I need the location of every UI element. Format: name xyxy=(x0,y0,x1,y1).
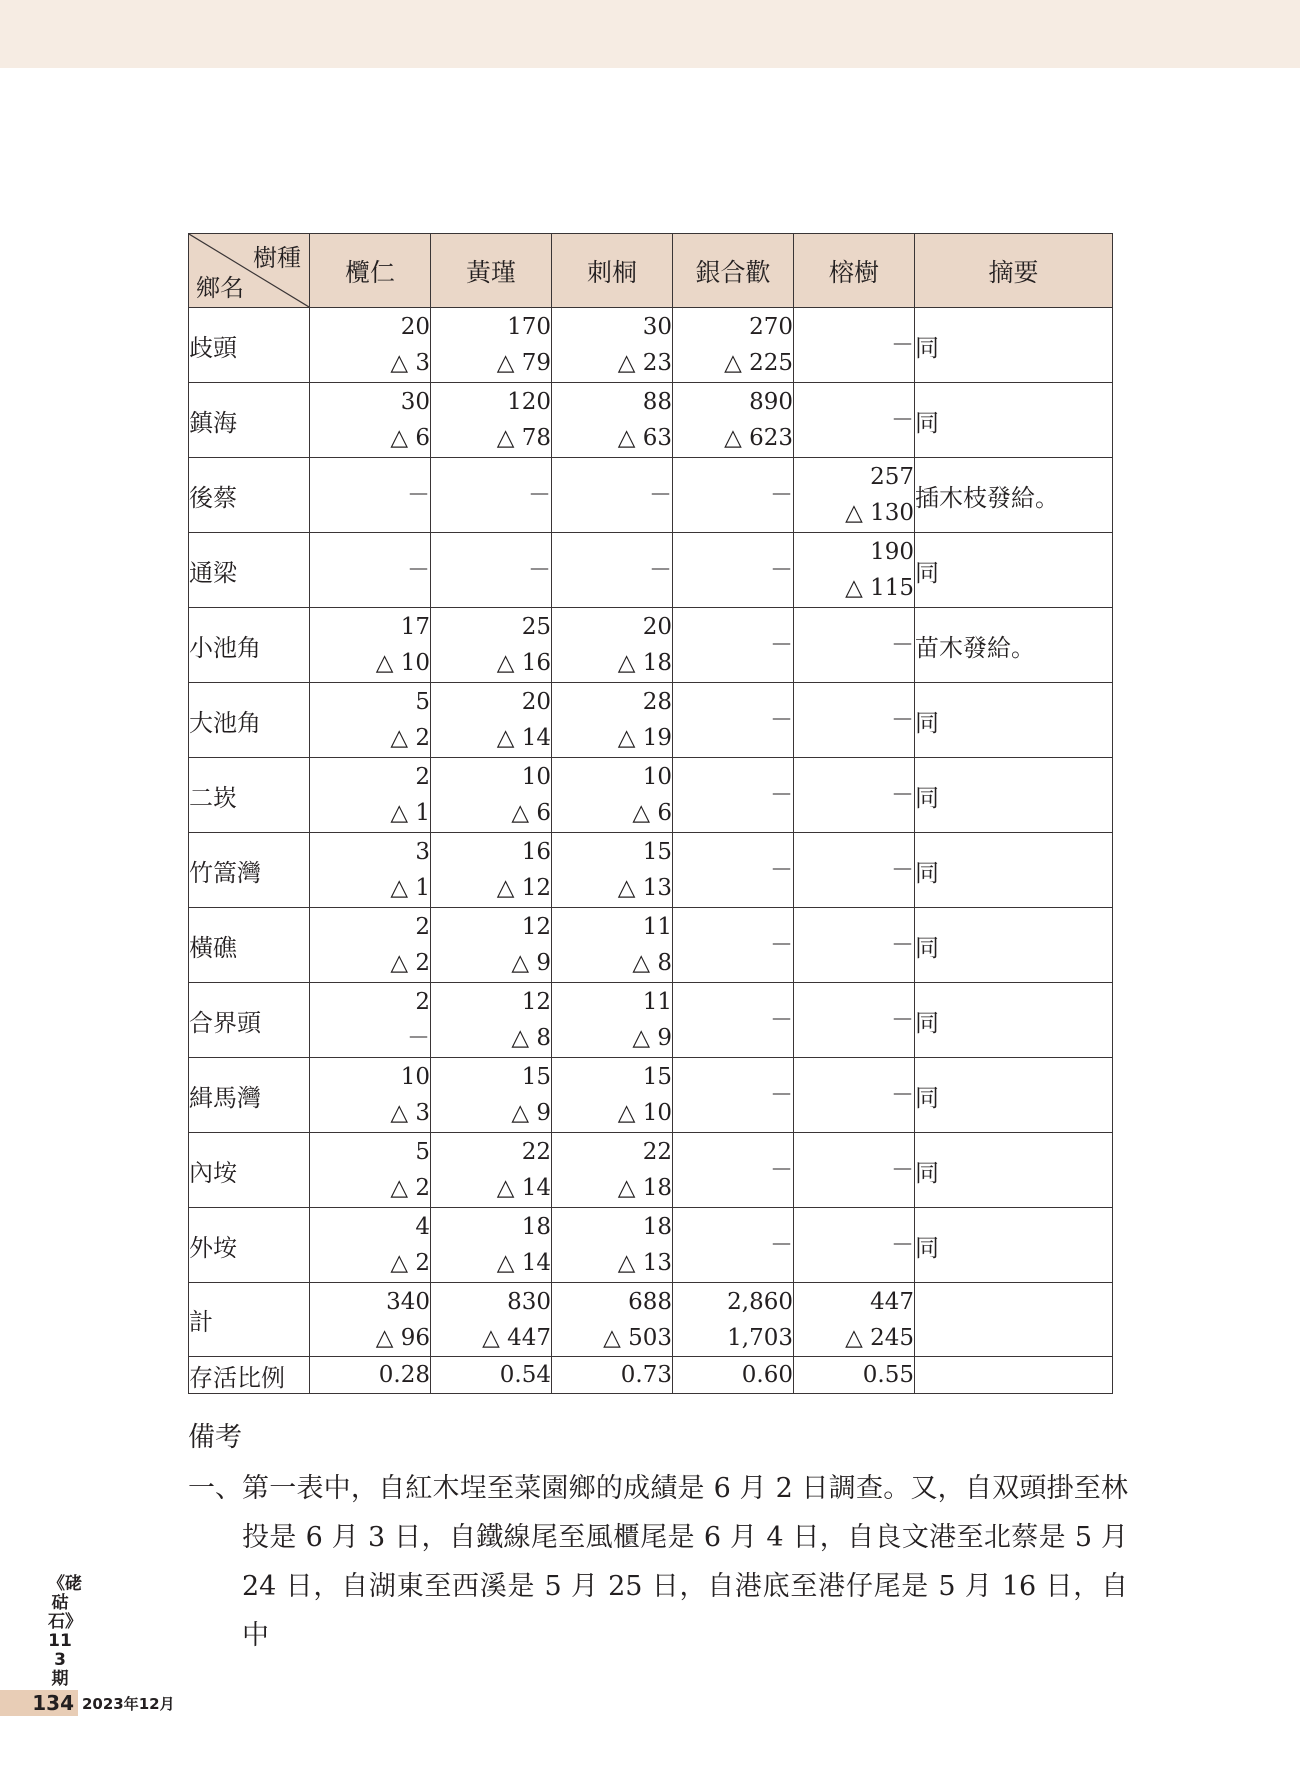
table-row xyxy=(189,833,1113,908)
table-row xyxy=(189,608,1113,683)
survival-ratio-value: 0.60 xyxy=(673,1357,794,1394)
planted-count: － xyxy=(891,332,914,358)
value-cell xyxy=(673,1058,794,1133)
planted-count: － xyxy=(891,1157,914,1183)
summary-note: 同 xyxy=(915,1058,1113,1133)
summary-note: 插木枝發給。 xyxy=(915,458,1113,533)
table-row xyxy=(189,683,1113,758)
corner-tree-species-label: 樹種 xyxy=(253,244,301,272)
value-cell xyxy=(310,983,431,1058)
planted-count: － xyxy=(891,1007,914,1033)
planted-count: 22 xyxy=(521,1139,551,1165)
planted-count: 30 xyxy=(642,314,672,340)
column-header: 摘要 xyxy=(915,234,1113,308)
survival-ratio-value: 0.28 xyxy=(310,1357,431,1394)
value-cell xyxy=(794,1058,915,1133)
survived-count: － xyxy=(407,1025,430,1051)
summary-note: 同 xyxy=(915,983,1113,1058)
remarks-item-text: 第一表中，自紅木埕至菜園鄉的成績是 6 月 2 日調查。又，自双頭掛至林投是 6 月 3 日，自鐵線尾至風櫃尾是 6 月 4 日，自良文港至北蔡是 5 月 24 日，自湖東至西溪是 5 月 25 日，自港底至港仔尾是 5 月 16 日，自中 xyxy=(242,1473,1128,1651)
planted-count: 170 xyxy=(507,314,551,340)
planted-count: 30 xyxy=(400,389,430,415)
value-cell xyxy=(310,1133,431,1208)
planted-count: 688 xyxy=(628,1288,672,1315)
survived-count: △ 2 xyxy=(390,1250,430,1276)
value-cell xyxy=(552,1058,673,1133)
survived-count: △ 503 xyxy=(603,1324,672,1351)
journal-title: 《硓𥑮石》113期 xyxy=(48,1574,82,1689)
summary-note: 同 xyxy=(915,308,1113,383)
survival-ratio-value: 0.54 xyxy=(431,1357,552,1394)
value-cell xyxy=(794,758,915,833)
survived-count: △ 2 xyxy=(390,1175,430,1201)
value-cell xyxy=(552,1133,673,1208)
survived-count: △ 23 xyxy=(617,350,672,376)
planted-count: － xyxy=(891,1082,914,1108)
planted-count: 2 xyxy=(415,914,430,940)
value-cell xyxy=(673,833,794,908)
value-cell xyxy=(310,683,431,758)
table-row xyxy=(189,1058,1113,1133)
value-cell xyxy=(552,1208,673,1283)
value-cell xyxy=(673,383,794,458)
survived-count: △ 14 xyxy=(496,1250,551,1276)
value-cell xyxy=(431,1058,552,1133)
summary-note xyxy=(915,1357,1113,1394)
township-name: 竹篙灣 xyxy=(189,833,310,908)
planted-count: 15 xyxy=(521,1064,551,1090)
survived-count: △ 3 xyxy=(390,350,430,376)
value-cell xyxy=(310,533,431,608)
table-row xyxy=(189,1283,1113,1357)
survived-count: △ 18 xyxy=(617,1175,672,1201)
value-cell xyxy=(552,1283,673,1357)
value-cell xyxy=(552,308,673,383)
value-cell xyxy=(310,608,431,683)
remarks-section xyxy=(188,1413,1128,1660)
table-row xyxy=(189,758,1113,833)
remarks-item xyxy=(188,1464,1128,1660)
planted-count: － xyxy=(649,482,672,508)
value-cell xyxy=(431,1283,552,1357)
survived-count: △ 96 xyxy=(375,1324,430,1351)
township-name: 外垵 xyxy=(189,1208,310,1283)
planted-count: 16 xyxy=(521,839,551,865)
value-cell xyxy=(552,458,673,533)
value-cell xyxy=(794,458,915,533)
planted-count: 17 xyxy=(400,614,430,640)
planted-count: 10 xyxy=(642,764,672,790)
survived-count: △ 245 xyxy=(845,1324,914,1351)
survived-count: △ 3 xyxy=(390,1100,430,1126)
township-name: 緝馬灣 xyxy=(189,1058,310,1133)
planted-count: 4 xyxy=(415,1214,430,1240)
planted-count: 15 xyxy=(642,1064,672,1090)
value-cell xyxy=(794,383,915,458)
survived-count: △ 78 xyxy=(496,425,551,451)
planted-count: － xyxy=(770,632,793,658)
planted-count: － xyxy=(528,482,551,508)
value-cell xyxy=(552,908,673,983)
survived-count: △ 1 xyxy=(390,875,430,901)
value-cell xyxy=(552,758,673,833)
township-name: 橫礁 xyxy=(189,908,310,983)
value-cell xyxy=(673,1208,794,1283)
value-cell xyxy=(310,1208,431,1283)
planted-count: － xyxy=(891,407,914,433)
survived-count: △ 18 xyxy=(617,650,672,676)
summary-note: 同 xyxy=(915,1133,1113,1208)
summary-note: 同 xyxy=(915,533,1113,608)
value-cell xyxy=(794,833,915,908)
township-name: 合界頭 xyxy=(189,983,310,1058)
top-color-band xyxy=(0,0,1300,68)
table-row xyxy=(189,908,1113,983)
planted-count: 12 xyxy=(521,989,551,1015)
planted-count: 20 xyxy=(642,614,672,640)
value-cell xyxy=(794,683,915,758)
value-cell xyxy=(552,533,673,608)
planted-count: 20 xyxy=(400,314,430,340)
summary-note: 同 xyxy=(915,833,1113,908)
planted-count: － xyxy=(770,1007,793,1033)
survival-ratio-label: 存活比例 xyxy=(189,1357,310,1394)
planted-count: 340 xyxy=(386,1288,430,1315)
column-header: 銀合歡 xyxy=(673,234,794,308)
summary-note: 同 xyxy=(915,683,1113,758)
planted-count: － xyxy=(770,557,793,583)
planted-count: 5 xyxy=(415,1139,430,1165)
value-cell xyxy=(431,758,552,833)
survived-count: △ 13 xyxy=(617,875,672,901)
planted-count: － xyxy=(770,932,793,958)
planted-count: 120 xyxy=(507,389,551,415)
value-cell xyxy=(431,683,552,758)
summary-note xyxy=(915,1283,1113,1357)
summary-note: 同 xyxy=(915,1208,1113,1283)
planted-count: 2,860 xyxy=(727,1288,793,1315)
planted-count: － xyxy=(407,482,430,508)
survived-count: △ 63 xyxy=(617,425,672,451)
township-name: 鎮海 xyxy=(189,383,310,458)
value-cell xyxy=(673,458,794,533)
value-cell xyxy=(431,1133,552,1208)
corner-township-label: 鄉名 xyxy=(196,274,244,302)
summary-note: 同 xyxy=(915,383,1113,458)
issue-date: 2023年12月 xyxy=(82,1694,175,1713)
value-cell xyxy=(552,683,673,758)
value-cell xyxy=(794,308,915,383)
planted-count: － xyxy=(891,707,914,733)
planted-count: 25 xyxy=(521,614,551,640)
survived-count: △ 12 xyxy=(496,875,551,901)
planted-count: 830 xyxy=(507,1288,551,1315)
survived-count: △ 10 xyxy=(375,650,430,676)
value-cell xyxy=(431,983,552,1058)
table-header-row xyxy=(189,234,1113,308)
planted-count: 28 xyxy=(642,689,672,715)
value-cell xyxy=(431,1208,552,1283)
value-cell xyxy=(794,608,915,683)
table-row xyxy=(189,533,1113,608)
survived-count: △ 447 xyxy=(482,1324,551,1351)
table-row xyxy=(189,983,1113,1058)
value-cell xyxy=(310,1058,431,1133)
table-row xyxy=(189,458,1113,533)
survived-count: △ 115 xyxy=(845,575,914,601)
value-cell xyxy=(673,758,794,833)
planted-count: 12 xyxy=(521,914,551,940)
survived-count: △ 9 xyxy=(511,950,551,976)
value-cell xyxy=(431,308,552,383)
planted-count: 88 xyxy=(642,389,672,415)
planted-count: － xyxy=(770,782,793,808)
planted-count: － xyxy=(891,1232,914,1258)
planted-count: － xyxy=(891,857,914,883)
value-cell xyxy=(673,1283,794,1357)
survived-count: △ 8 xyxy=(511,1025,551,1051)
survived-count: △ 14 xyxy=(496,725,551,751)
survival-ratio-value: 0.55 xyxy=(794,1357,915,1394)
planted-count: 20 xyxy=(521,689,551,715)
value-cell xyxy=(431,608,552,683)
survived-count: △ 8 xyxy=(632,950,672,976)
planted-count: 15 xyxy=(642,839,672,865)
table-row xyxy=(189,383,1113,458)
township-name: 大池角 xyxy=(189,683,310,758)
table-row xyxy=(189,1133,1113,1208)
planted-count: 270 xyxy=(749,314,793,340)
column-header: 刺桐 xyxy=(552,234,673,308)
survival-table xyxy=(188,233,1113,1394)
corner-header xyxy=(189,234,310,308)
remarks-item-mark: 一、 xyxy=(188,1473,242,1504)
planted-count: 257 xyxy=(870,464,914,490)
value-cell xyxy=(310,308,431,383)
value-cell xyxy=(552,983,673,1058)
column-header: 欖仁 xyxy=(310,234,431,308)
value-cell xyxy=(310,908,431,983)
township-name: 後蔡 xyxy=(189,458,310,533)
planted-count: 3 xyxy=(415,839,430,865)
township-name: 小池角 xyxy=(189,608,310,683)
value-cell xyxy=(552,833,673,908)
planted-count: － xyxy=(649,557,672,583)
summary-note: 同 xyxy=(915,758,1113,833)
planted-count: 447 xyxy=(870,1288,914,1315)
survived-count: △ 6 xyxy=(511,800,551,826)
value-cell xyxy=(310,1283,431,1357)
survived-count: △ 13 xyxy=(617,1250,672,1276)
survived-count: △ 623 xyxy=(724,425,793,451)
column-header: 榕樹 xyxy=(794,234,915,308)
table-row xyxy=(189,1208,1113,1283)
survived-count: 1,703 xyxy=(727,1324,793,1351)
table-row xyxy=(189,308,1113,383)
planted-count: 10 xyxy=(400,1064,430,1090)
value-cell xyxy=(431,908,552,983)
planted-count: － xyxy=(770,857,793,883)
value-cell xyxy=(310,758,431,833)
value-cell xyxy=(794,1208,915,1283)
township-name: 歧頭 xyxy=(189,308,310,383)
township-name: 計 xyxy=(189,1283,310,1357)
value-cell xyxy=(310,458,431,533)
township-name: 二崁 xyxy=(189,758,310,833)
survived-count: △ 1 xyxy=(390,800,430,826)
planted-count: 11 xyxy=(642,914,672,940)
township-name: 內垵 xyxy=(189,1133,310,1208)
value-cell xyxy=(431,833,552,908)
value-cell xyxy=(794,533,915,608)
value-cell xyxy=(431,533,552,608)
planted-count: － xyxy=(891,932,914,958)
value-cell xyxy=(431,458,552,533)
planted-count: 11 xyxy=(642,989,672,1015)
value-cell xyxy=(673,533,794,608)
planted-count: － xyxy=(528,557,551,583)
planted-count: 22 xyxy=(642,1139,672,1165)
value-cell xyxy=(794,1283,915,1357)
survival-ratio-value: 0.73 xyxy=(552,1357,673,1394)
value-cell xyxy=(673,1133,794,1208)
value-cell xyxy=(552,383,673,458)
survived-count: △ 19 xyxy=(617,725,672,751)
value-cell xyxy=(673,308,794,383)
summary-note: 苗木發給。 xyxy=(915,608,1113,683)
page-folio xyxy=(0,1690,175,1716)
planted-count: － xyxy=(891,782,914,808)
planted-count: 190 xyxy=(870,539,914,565)
planted-count: 10 xyxy=(521,764,551,790)
planted-count: － xyxy=(407,557,430,583)
survived-count: △ 130 xyxy=(845,500,914,526)
value-cell xyxy=(552,608,673,683)
planted-count: 890 xyxy=(749,389,793,415)
survived-count: △ 16 xyxy=(496,650,551,676)
survived-count: △ 79 xyxy=(496,350,551,376)
value-cell xyxy=(431,383,552,458)
value-cell xyxy=(794,1133,915,1208)
survived-count: △ 6 xyxy=(632,800,672,826)
planted-count: － xyxy=(770,1157,793,1183)
page-number: 134 xyxy=(0,1690,78,1716)
value-cell xyxy=(673,608,794,683)
planted-count: 2 xyxy=(415,989,430,1015)
value-cell xyxy=(794,908,915,983)
survived-count: △ 6 xyxy=(390,425,430,451)
planted-count: 18 xyxy=(642,1214,672,1240)
survived-count: △ 2 xyxy=(390,725,430,751)
remarks-title: 備考 xyxy=(188,1422,242,1453)
planted-count: 2 xyxy=(415,764,430,790)
planted-count: 18 xyxy=(521,1214,551,1240)
survived-count: △ 14 xyxy=(496,1175,551,1201)
survived-count: △ 2 xyxy=(390,950,430,976)
value-cell xyxy=(310,383,431,458)
value-cell xyxy=(673,983,794,1058)
township-name: 通梁 xyxy=(189,533,310,608)
survived-count: △ 9 xyxy=(632,1025,672,1051)
planted-count: － xyxy=(770,1232,793,1258)
planted-count: 5 xyxy=(415,689,430,715)
column-header: 黃瑾 xyxy=(431,234,552,308)
summary-note: 同 xyxy=(915,908,1113,983)
planted-count: － xyxy=(770,707,793,733)
planted-count: － xyxy=(770,1082,793,1108)
survival-ratio-row xyxy=(189,1357,1113,1394)
value-cell xyxy=(794,983,915,1058)
value-cell xyxy=(310,833,431,908)
survived-count: △ 225 xyxy=(724,350,793,376)
planted-count: － xyxy=(891,632,914,658)
survived-count: △ 10 xyxy=(617,1100,672,1126)
survived-count: △ 9 xyxy=(511,1100,551,1126)
value-cell xyxy=(673,683,794,758)
planted-count: － xyxy=(770,482,793,508)
value-cell xyxy=(673,908,794,983)
